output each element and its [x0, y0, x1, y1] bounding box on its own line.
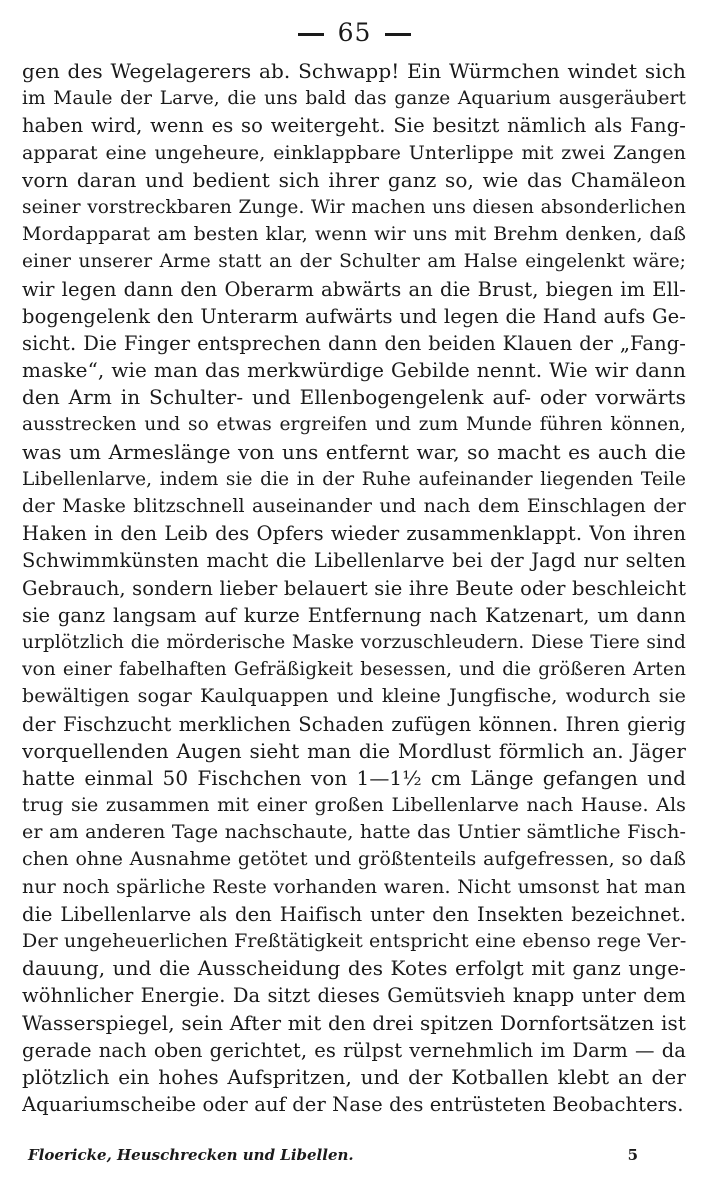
text-line: Mordapparat am besten klar, wenn wir uns mit Brehm denken, daß	[22, 223, 686, 246]
text-line: Libellenlarve, indem sie die in der Ruhe aufeinander liegenden Teile	[22, 468, 686, 490]
text-line: die Libellenlarve als den Haifisch unter den Insekten bezeichnet.	[22, 902, 686, 926]
footer-signature: 5	[627, 1146, 638, 1164]
page-number: 65	[337, 18, 372, 47]
text-line: vorn daran und bedient sich ihrer ganz so, wie das Chamäleon	[22, 167, 686, 192]
text-line: bogengelenk den Unterarm aufwärts und legen die Hand aufs Ge-	[22, 304, 686, 328]
text-line: Gebrauch, sondern lieber belauert sie ihre Beute oder beschleicht	[22, 576, 686, 600]
text-line: einer unserer Arme statt an der Schulter am Halse eingelenkt wäre;	[22, 251, 686, 273]
header-dash-right	[385, 33, 411, 36]
text-line: nur noch spärliche Reste vorhanden waren. Nicht umsonst hat man	[22, 875, 686, 898]
text-line: chen ohne Ausnahme getötet und größtenteils aufgefressen, so daß	[22, 848, 686, 871]
text-line: haben wird, wenn es so weitergeht. Sie besitzt nämlich als Fang-	[22, 114, 686, 138]
text-line: den Arm in Schulter- und Ellenbogengelenk auf- oder vorwärts	[22, 385, 686, 410]
text-line: apparat eine ungeheure, einklappbare Unterlippe mit zwei Zangen	[22, 141, 686, 164]
footer-book-title: Floericke, Heuschrecken und Libellen.	[28, 1146, 354, 1164]
text-line: was um Armeslänge von uns entfernt war, so macht es auch die	[22, 439, 686, 464]
text-line: Wasserspiegel, sein After mit den drei spitzen Dornfortsätzen ist	[22, 1010, 686, 1035]
text-line: wir legen dann den Oberarm abwärts an die Brust, biegen im Ell-	[22, 277, 686, 301]
text-line: der Maske blitzschnell auseinander und nach dem Einschlagen der	[22, 495, 686, 517]
text-line: bewältigen sogar Kaulquappen und kleine Jungfische, wodurch sie	[22, 685, 686, 708]
text-line: wöhnlicher Energie. Da sitzt dieses Gemütsvieh knapp unter dem	[22, 984, 686, 1008]
text-line: Schwimmkünsten macht die Libellenlarve bei der Jagd nur selten	[22, 549, 686, 573]
text-line: maske“, wie man das merkwürdige Gebilde nennt. Wie wir dann	[22, 358, 686, 383]
text-line: er am anderen Tage nachschaute, hatte das Untier sämtliche Fisch-	[22, 821, 686, 844]
text-line: im Maule der Larve, die uns bald das ganze Aquarium ausgeräubert	[22, 88, 686, 110]
text-line: von einer fabelhaften Gefräßigkeit besessen, und die größeren Arten	[22, 659, 686, 681]
text-line: sicht. Die Finger entsprechen dann den beiden Klauen der „Fang-	[22, 331, 686, 355]
text-line: Aquariumscheibe oder auf der Nase des entrüsteten Beobachters.	[22, 1093, 684, 1117]
text-line: der Fischzucht merklichen Schaden zufügen können. Ihren gierig	[22, 712, 686, 736]
text-line: Haken in den Leib des Opfers wieder zusammenklappt. Von ihren	[22, 522, 686, 546]
text-line: ausstrecken und so etwas ergreifen und zum Munde führen können,	[22, 414, 686, 436]
text-line: Der ungeheuerlichen Freßtätigkeit entspricht eine ebenso rege Ver-	[22, 930, 686, 952]
page-footer	[28, 1146, 638, 1170]
body-text	[22, 58, 686, 1118]
text-line: gerade nach oben gerichtet, es rülpst vernehmlich im Darm — da	[22, 1038, 686, 1062]
text-line: gen des Wegelagerers ab. Schwapp! Ein Würmchen windet sich	[22, 59, 686, 83]
text-line: hatte einmal 50 Fischchen von 1—1½ cm Länge gefangen und	[22, 765, 686, 790]
text-line: plötzlich ein hohes Aufspritzen, und der Kotballen klebt an der	[22, 1064, 686, 1089]
text-line: vorquellenden Augen sieht man die Mordlust förmlich an. Jäger	[22, 738, 686, 763]
text-line: sie ganz langsam auf kurze Entfernung nach Katzenart, um dann	[22, 603, 686, 627]
page-header	[0, 18, 709, 47]
header-dash-left	[298, 33, 324, 36]
text-line: seiner vorstreckbaren Zunge. Wir machen uns diesen absonderlichen	[22, 196, 686, 218]
text-line: trug sie zusammen mit einer großen Libellenlarve nach Hause. Als	[22, 794, 686, 817]
text-line: dauung, und die Ausscheidung des Kotes erfolgt mit ganz unge-	[22, 956, 686, 981]
text-line: urplötzlich die mörderische Maske vorzuschleudern. Diese Tiere sind	[22, 631, 686, 653]
